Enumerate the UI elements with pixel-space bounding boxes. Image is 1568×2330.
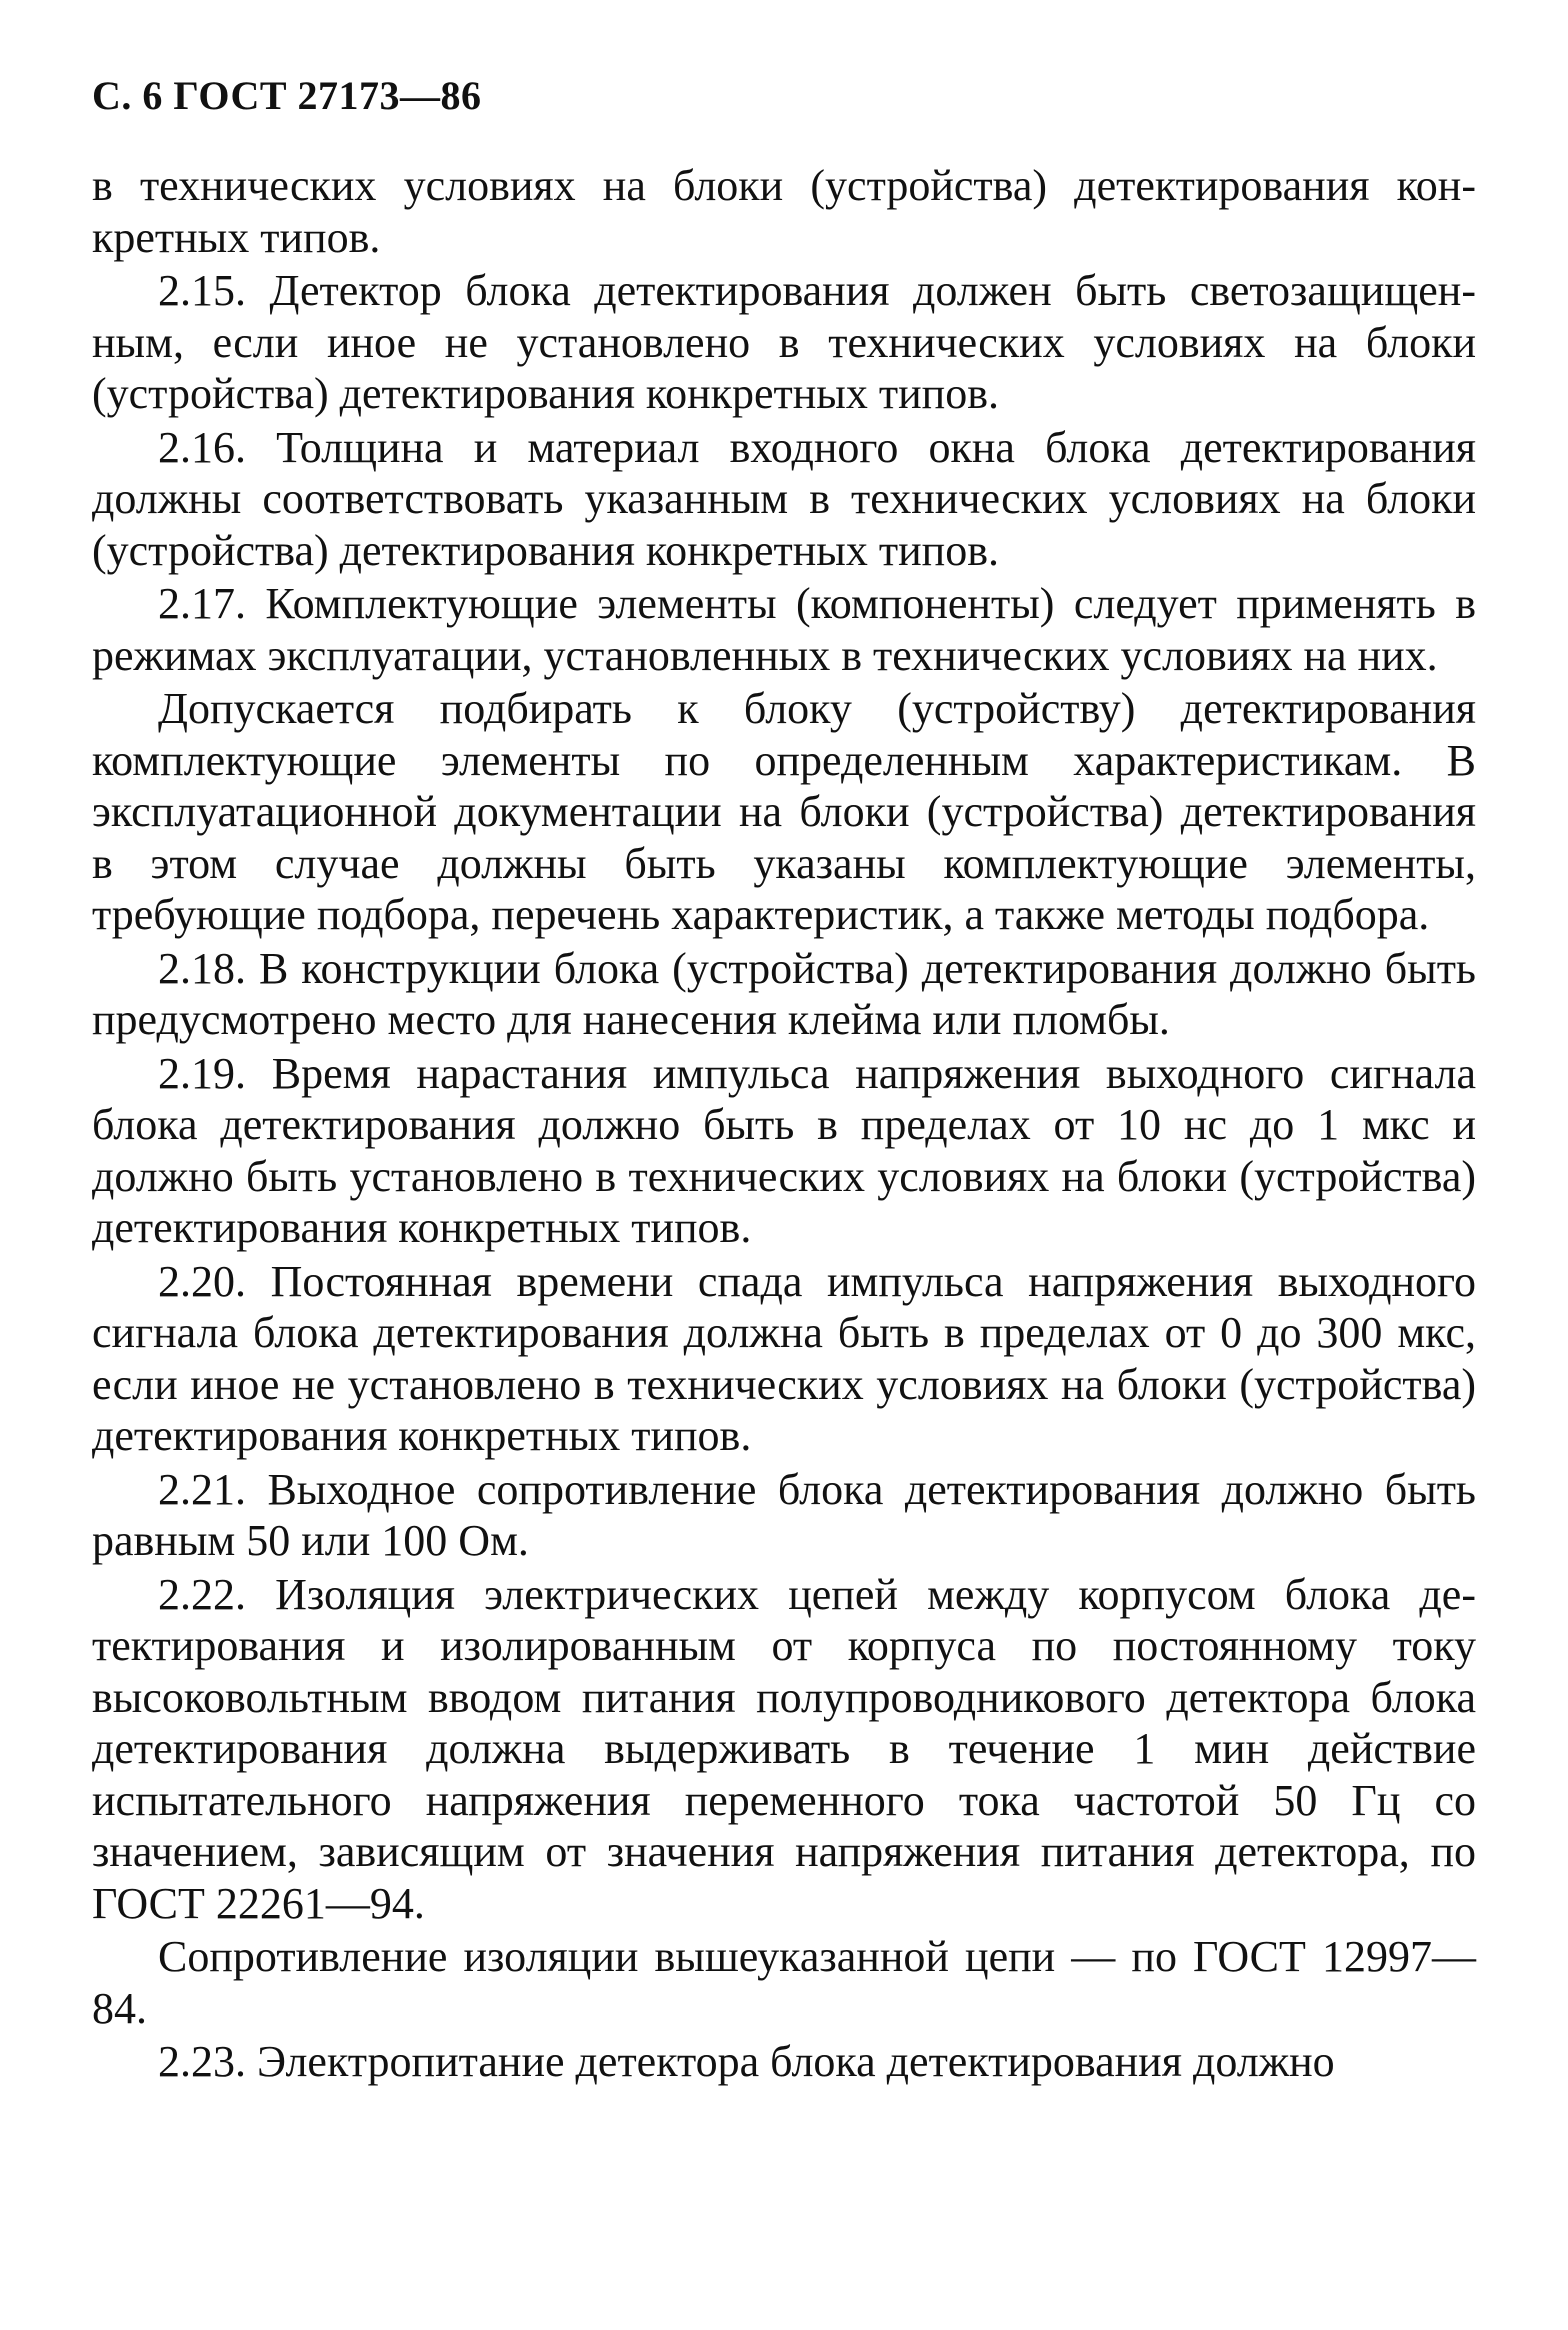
paragraph-2-18: 2.18. В конструкции блока (устройства) детектирования должно быть предусмотрено место для нанесения клейма или пломбы. (92, 943, 1476, 1044)
page-header: С. 6 ГОСТ 27173—86 (92, 73, 482, 118)
paragraph-2-21: 2.21. Выходное сопротивление блока детектирования должно быть равным 50 или 100 Ом. (92, 1464, 1476, 1565)
paragraph-2-20: 2.20. Постоянная времени спада импульса напряжения выходного сигнала блока детектирования должна быть в пределах от 0 до 300 мкс, если иное не установлено в технических условиях на блоки (устройства) детектирования конкретных типов. (92, 1256, 1476, 1460)
paragraph-2-19: 2.19. Время нарастания импульса напряжения выходного сигнала блока детектирования должно быть в пределах от 10 нс до 1 мкс и должно быть установлено в технических условиях на блоки (устройства) детектирования конкретных типов. (92, 1048, 1476, 1252)
paragraph-2-22-note: Сопротивление изоляции вышеуказанной цепи — по ГОСТ 12997—84. (92, 1932, 1476, 2033)
paragraph-2-22: 2.22. Изоляция электрических цепей между корпусом блока детектирования и изолированным от корпуса по постоянному току высоковольтным вводом питания полупроводникового детектора блока детектирования должна выдерживать в течение 1 мин действие испытательного напряжения переменного тока частотой 50 Гц со значением, зависящим от значения напряжения питания детектора, по ГОСТ 22261—94. (92, 1569, 1476, 1928)
document-page (92, 72, 1476, 2088)
paragraph-2-23: 2.23. Электропитание детектора блока детектирования должно (158, 2037, 1335, 2086)
paragraph-continuation: в технических условиях на блоки (устройства) детектирования конкретных типов. (92, 161, 1476, 262)
paragraph-2-16: 2.16. Толщина и материал входного окна блока детектирования должны соответствовать указанным в технических условиях на блоки (устройства) детектирования конкретных типов. (92, 422, 1476, 575)
paragraph-2-17-note: Допускается подбирать к блоку (устройству) детектирования комплектующие элементы по определенным характеристикам. В эксплуатационной документации на блоки (устройства) детектирования в этом случае должны быть указаны комплектующие элементы, требующие подбора, перечень характеристик, а также методы подбора. (92, 684, 1476, 939)
paragraph-2-17: 2.17. Комплектующие элементы (компоненты) следует применять в режимах эксплуатации, установленных в технических условиях на них. (92, 579, 1476, 680)
paragraph-2-15: 2.15. Детектор блока детектирования должен быть светозащищенным, если иное не установлено в технических условиях на блоки (устройства) детектирования конкретных типов. (92, 266, 1476, 418)
